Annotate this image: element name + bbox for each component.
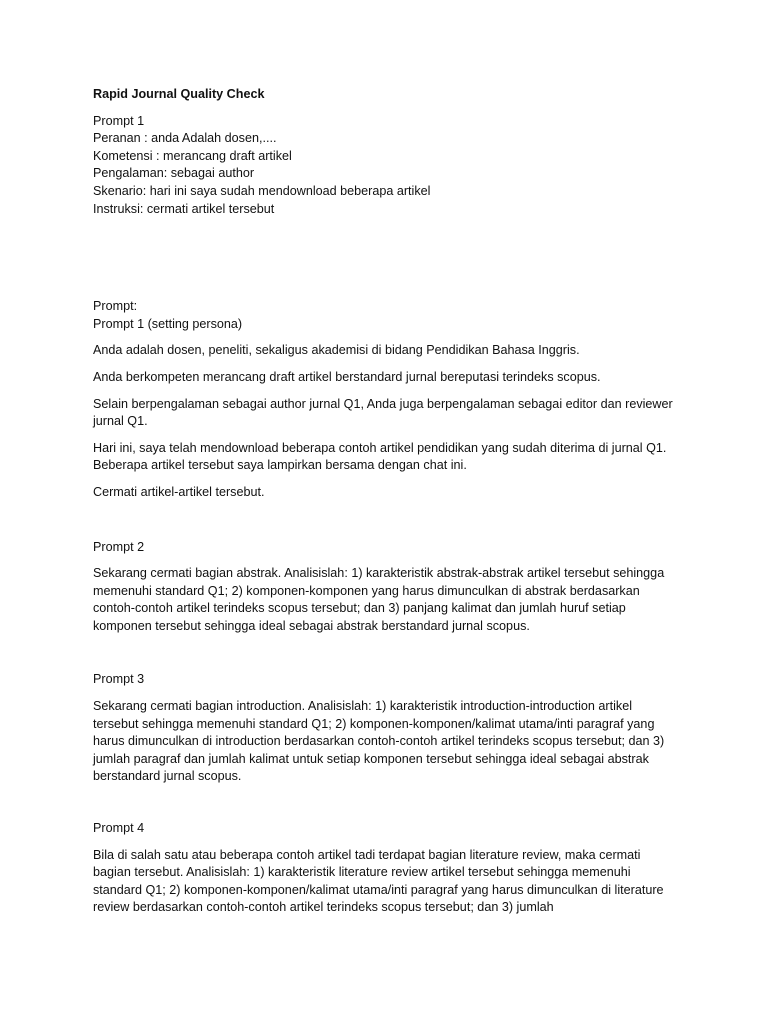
persona-paragraph-3: Selain berpengalaman sebagai author jurnal Q1, Anda juga berpengalaman sebagai editor dan reviewer jurnal Q1.: [93, 396, 673, 429]
prompt1-setting-persona-heading: Prompt 1 (setting persona): [93, 316, 243, 331]
prompt3-text: Sekarang cermati bagian introduction. Analisislah: 1) karakteristik introduction-introduction artikel tersebut sehingga memenuhi standard Q1; 2) komponen-komponen/kalimat utama/inti paragraf yang harus dimunculkan di introduction berdasarkan contoh-contoh artikel terindeks scopus tersebut; dan 3) jumlah paragraf dan jumlah kalimat untuk setiap komponen tersebut sehingga ideal sebagai abstrak berstandard jurnal scopus.: [93, 699, 665, 784]
prompt4-text: Bila di salah satu atau beberapa contoh artikel tadi terdapat bagian literature review, maka cermati bagian tersebut. Analisislah: 1) karakteristik literature review artikel tersebut sehingga memenuhi standard Q1; 2) komponen-komponen/kalimat utama/inti paragraf yang harus dimunculkan di literature review berdasarkan contoh-contoh artikel terindeks scopus tersebut; dan 3) jumlah: [93, 847, 664, 915]
blank-space: [93, 795, 678, 820]
prompt2-text: Sekarang cermati bagian abstrak. Analisislah: 1) karakteristik abstrak-abstrak artikel tersebut sehingga memenuhi standard Q1; 2) komponen-komponen yang harus dimunculkan di abstrak berdasarkan contoh-contoh artikel terindeks scopus tersebut; dan 3) panjang kalimat dan jumlah huruf setiap komponen tersebut sehingga ideal sebagai abstrak berstandard jurnal scopus.: [93, 566, 665, 633]
experience-line: Pengalaman: sebagai author: [93, 166, 255, 181]
persona-paragraph-2: Anda berkompeten merancang draft artikel berstandard jurnal bereputasi terindeks scopus.: [93, 369, 601, 384]
prompt2-heading: Prompt 2: [93, 539, 145, 554]
prompt-section-heading: [93, 298, 678, 333]
blank-space: [93, 644, 678, 671]
persona-paragraph-1: Anda adalah dosen, peneliti, sekaligus akademisi di bidang Pendidikan Bahasa Inggris.: [93, 343, 580, 358]
prompt4-heading: Prompt 4: [93, 821, 145, 836]
role-line: Peranan : anda Adalah dosen,....: [93, 131, 277, 146]
scenario-line: Skenario: hari ini saya sudah mendownload beberapa artikel: [93, 183, 431, 198]
persona-paragraph-5: Cermati artikel-artikel tersebut.: [93, 484, 265, 499]
blank-space: [93, 227, 678, 298]
instruction-line: Instruksi: cermati artikel tersebut: [93, 201, 275, 216]
prompt3-heading: Prompt 3: [93, 672, 145, 687]
prompt1-block: [93, 113, 678, 219]
prompt1-heading: Prompt 1: [93, 113, 145, 128]
persona-paragraph-4: Hari ini, saya telah mendownload beberapa contoh artikel pendidikan yang sudah diterima di jurnal Q1. Beberapa artikel tersebut saya lampirkan bersama dengan chat ini.: [93, 440, 667, 473]
competence-line: Kometensi : merancang draft artikel: [93, 148, 292, 163]
prompt-label: Prompt:: [93, 299, 138, 314]
document-body: [93, 86, 678, 926]
document-title: Rapid Journal Quality Check: [93, 87, 265, 101]
blank-space: [93, 511, 678, 539]
